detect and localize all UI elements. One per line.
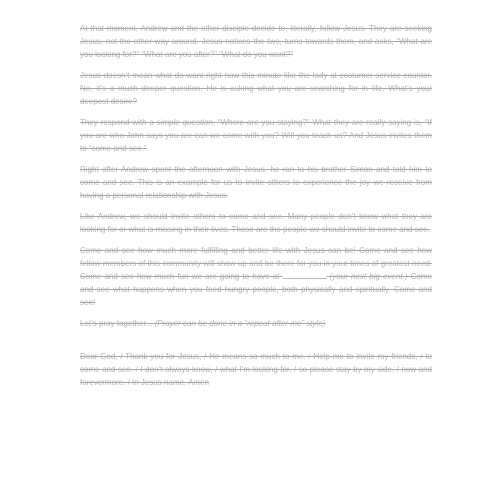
paragraph-andrew-simon: Right after Andrew spent the afternoon with Jesus, he ran to his brother Simon and told him to come and see. This is an example for us to invite others to experience the joy we receive from having a personal relationship with Jesus.	[80, 165, 432, 200]
paragraph-prayer: Dear God, / Thank you for Jesus, / He means so much to me. / Help me to invite my friends, / to come and see. / I don’t always know, / what I’m looking for, / so please stay by my side, / now and forevermore. / In Jesus name, Amen	[80, 352, 432, 387]
text-run: Let’s pray together...	[80, 319, 155, 328]
text-run: They respond with a	[80, 118, 157, 127]
paragraph-come-and-see	[80, 244, 432, 309]
paragraph-disciples-follow: At that moment, Andrew and the other disciple decide to, literally, follow Jesus. They are seeking Jesus, not the other way around. Jesus notices the two, turns towards them, and asks, “What are you looking for?” “What are you after?” “What do you want?”	[80, 24, 432, 59]
emphasis-text: simple question	[156, 118, 213, 127]
paragraph-simple-question	[80, 116, 432, 155]
paragraph-invite-others: Like Andrew, we should invite others to come and see. Many people don’t know what they are looking for or what is missing in their lives. Those are the people we should invite to come and see.	[80, 212, 432, 234]
fill-in-blank	[283, 270, 327, 279]
document-page	[80, 22, 432, 397]
paragraph-deeper-question: Jesus doesn’t mean what do want right now this minute like the lady at costumer service counter. No, it’s a much deeper question. He is asking what you are searching for in life. What’s your deepest desire?	[80, 71, 432, 106]
emphasis-text: (your next big event.)	[329, 272, 408, 281]
emphasis-text: (Prayer can be done in a “repeat after me” style)	[154, 319, 326, 328]
paragraph-pray-together	[80, 317, 432, 330]
text-run: Come and see how much more fulfilling and better life with Jesus can be! Come and see how fellow members of this community will show up and be there for you in your times of greatest need. Come and see how much fun we are going to have at	[80, 246, 432, 281]
text-run: , “Where are you staying?” What they are really saying is, “If you are who John says you are can we come with you? Will you teach us? And Jesus invites them to “come and see.”	[80, 118, 432, 153]
spacer	[80, 338, 432, 350]
text-run: Come and see what happens when you feed hungry people, both physically and spiritually. Come and see!	[80, 272, 433, 307]
